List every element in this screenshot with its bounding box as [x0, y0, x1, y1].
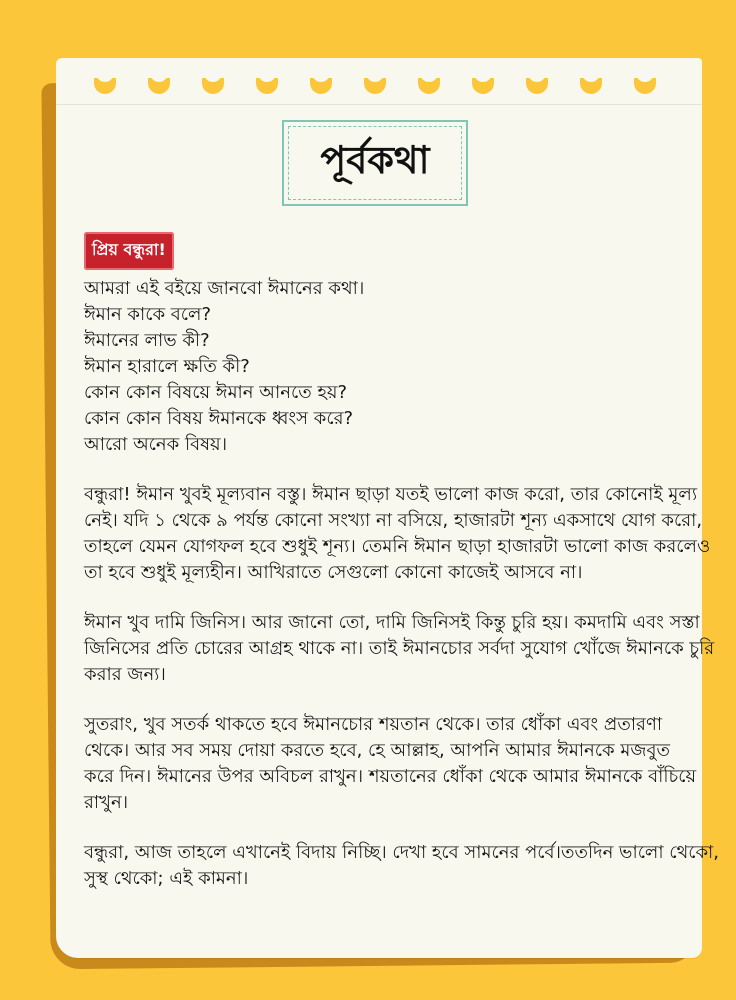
greeting-badge: প্রিয় বন্ধুরা! [84, 232, 174, 270]
paragraph-iman-thief [84, 610, 715, 688]
paragraph-line: করে দিন। ঈমানের উপর অবিচল রাখুন। শয়তানের ধোঁকা থেকে আমার ঈমানকে বাঁচিয়ে [84, 766, 697, 787]
binding-hole [148, 78, 170, 94]
paragraph-farewell [84, 840, 720, 892]
binding-hole [580, 78, 602, 94]
notebook-page [56, 58, 720, 958]
page-binding-strip [56, 58, 702, 105]
paragraph-line: বন্ধুরা! ঈমান খুবই মূল্যবান বস্তু। ঈমান ছাড়া যতই ভালো কাজ করো, তার কোনোই মূল্য [84, 484, 698, 505]
intro-line: আরো অনেক বিষয়। [84, 434, 228, 455]
paragraph-line: করার জন্য। [84, 664, 166, 685]
paragraph-line: নেই। যদি ১ থেকে ৯ পর্যন্ত কোনো সংখ্যা না বসিয়ে, হাজারটা শূন্য একসাথে যোগ করো, [84, 510, 703, 531]
intro-line: ঈমানের লাভ কী? [84, 330, 210, 351]
binding-hole [526, 78, 548, 94]
paragraph-line: সুতরাং, খুব সতর্ক থাকতে হবে ঈমানচোর শয়তান থেকে। তার ধোঁকা এবং প্রতারণা [84, 714, 663, 735]
binding-hole [418, 78, 440, 94]
body-text [84, 276, 720, 916]
binding-hole [310, 78, 332, 94]
intro-list [84, 276, 680, 458]
intro-line: ঈমান কাকে বলে? [84, 304, 212, 325]
intro-line: আমরা এই বইয়ে জানবো ঈমানের কথা। [84, 278, 365, 299]
binding-hole [202, 78, 224, 94]
title-frame [282, 120, 468, 206]
paragraph-line: থেকে। আর সব সময় দোয়া করতে হবে, হে আল্লাহ, আপনি আমার ঈমানকে মজবুত [84, 740, 670, 761]
intro-line: কোন কোন বিষয়ে ঈমান আনতে হয়? [84, 382, 348, 403]
paragraph-line: তাহলে যেমন যোগফল হবে শুধুই শূন্য। তেমনি ঈমান ছাড়া হাজারটা ভালো কাজ করলেও [84, 536, 711, 557]
paragraph-line: সুস্থ থেকো; এই কামনা। [84, 868, 249, 889]
paragraph-line: বন্ধুরা, আজ তাহলে এখানেই বিদায় নিচ্ছি। দেখা হবে সামনের পর্বে।ততদিন ভালো থেকো, [84, 842, 720, 863]
paragraph-line: তা হবে শুধুই মূল্যহীন। আখিরাতে সেগুলো কোনো কাজেই আসবে না। [84, 562, 583, 583]
paragraph-line: ঈমান খুব দামি জিনিস। আর জানো তো, দামি জিনিসই কিন্তু চুরি হয়। কমদামি এবং সস্তা [84, 612, 700, 633]
paragraph-line: জিনিসের প্রতি চোরের আগ্রহ থাকে না। তাই ঈমানচোর সর্বদা সুযোগ খোঁজে ঈমানকে চুরি [84, 638, 715, 659]
binding-hole [256, 78, 278, 94]
page-title: পূর্বকথা [320, 137, 430, 182]
paragraph-line: রাখুন। [84, 792, 129, 813]
paragraph-be-careful [84, 712, 697, 816]
binding-hole [634, 78, 656, 94]
intro-line: ঈমান হারালে ক্ষতি কী? [84, 356, 250, 377]
paragraph-value-of-iman [84, 482, 711, 586]
intro-line: কোন কোন বিষয় ঈমানকে ধ্বংস করে? [84, 408, 354, 429]
binding-hole [364, 78, 386, 94]
binding-hole [472, 78, 494, 94]
binding-hole [94, 78, 116, 94]
